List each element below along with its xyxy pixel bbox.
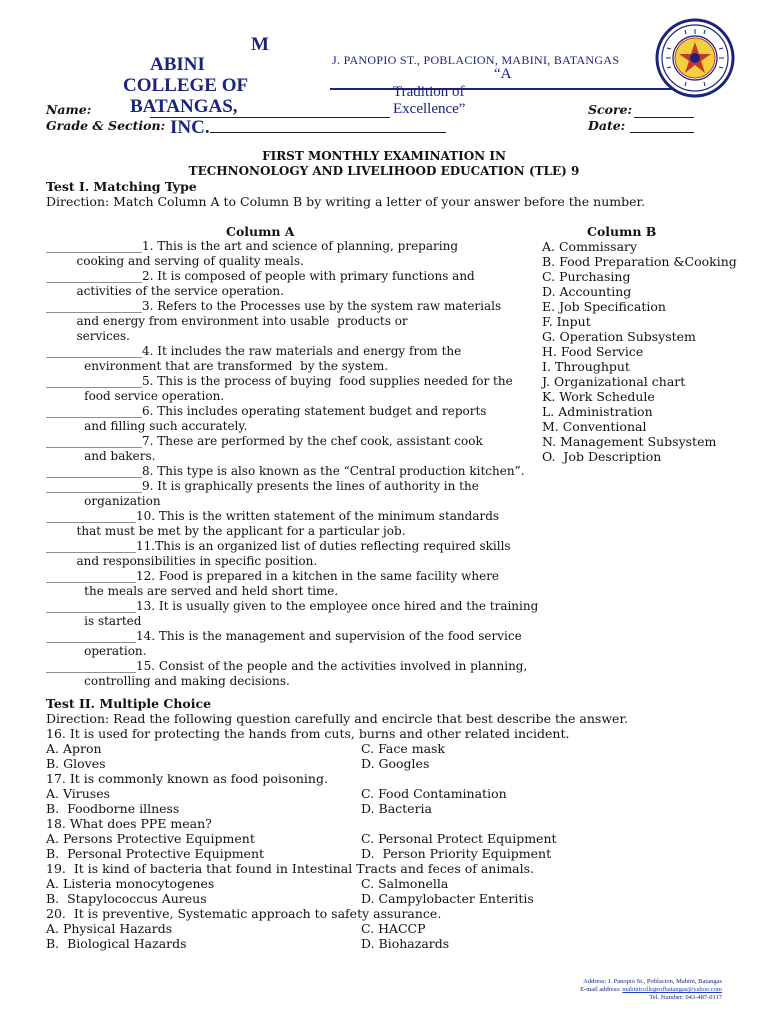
motto-open: “A	[494, 66, 512, 82]
column-b-option: L. Administration	[542, 404, 653, 419]
column-a-line: ________________8. This type is also known as the “Central production kitchen”.	[46, 464, 525, 478]
mc-choice-d[interactable]: D. Person Priority Equipment	[361, 846, 552, 861]
school-name-m: M	[251, 34, 269, 55]
grade-section-field[interactable]	[210, 132, 446, 133]
score-label: Score:	[588, 102, 633, 117]
column-a-line: is started	[46, 614, 142, 628]
column-b-option: O. Job Description	[542, 449, 662, 464]
mc-choice-d[interactable]: D. Campylobacter Enteritis	[361, 891, 534, 906]
school-name-line-4: INC.	[170, 117, 210, 138]
column-b-option: G. Operation Subsystem	[542, 329, 696, 344]
multiple-choice-list	[46, 726, 569, 951]
name-label: Name:	[46, 102, 92, 117]
column-a-line: ________________2. It is composed of people with primary functions and	[46, 269, 475, 283]
column-a-line: services.	[46, 329, 130, 343]
mc-question: 18. What does PPE mean?	[46, 816, 212, 831]
mc-choice-b[interactable]: B. Biological Hazards	[46, 936, 187, 951]
column-a-line: _______________12. Food is prepared in a kitchen in the same facility where	[46, 569, 500, 583]
date-label: Date:	[588, 118, 626, 133]
test2-heading: Test II. Multiple Choice	[46, 696, 212, 711]
mc-choice-row	[46, 786, 569, 801]
column-b-option: E. Job Specification	[542, 299, 666, 314]
header-address: J. PANOPIO ST., POBLACION, MABINI, BATANGAS	[332, 53, 620, 67]
mc-question: 20. It is preventive, Systematic approach to safety assurance.	[46, 906, 442, 921]
mc-choice-c[interactable]: C. Salmonella	[361, 876, 449, 891]
column-a-line: that must be met by the applicant for a particular job.	[46, 524, 406, 538]
test1-heading: Test I. Matching Type	[46, 179, 197, 194]
mc-choice-d[interactable]: D. Bacteria	[361, 801, 433, 816]
column-b-option: A. Commissary	[542, 239, 638, 254]
column-a-line: ________________4. It includes the raw materials and energy from the	[46, 344, 462, 358]
footer-email-link[interactable]: mabinicollegeofbatangas@yahoo.com	[622, 986, 722, 993]
mc-choice-row	[46, 741, 569, 756]
mc-choice-b[interactable]: B. Stapylococcus Aureus	[46, 891, 207, 906]
column-a-line: ________________3. Refers to the Processes use by the system raw materials	[46, 299, 502, 313]
mc-question: 17. It is commonly known as food poisoning.	[46, 771, 328, 786]
mc-choice-c[interactable]: C. Food Contamination	[361, 786, 507, 801]
footer-address: Address: J. Panopio St., Poblacion, Mabini, Batangas	[583, 978, 722, 985]
column-b-option: D. Accounting	[542, 284, 632, 299]
column-a-line: ________________5. This is the process of buying food supplies needed for the	[46, 374, 513, 388]
school-name-line-3: BATANGAS,	[130, 96, 238, 117]
column-a-line: and filling such accurately.	[46, 419, 248, 433]
column-a-line: environment that are transformed by the system.	[46, 359, 389, 373]
motto-line-2: Excellence”	[393, 101, 466, 117]
test1-direction: Direction: Match Column A to Column B by writing a letter of your answer before the number.	[46, 194, 646, 209]
column-a-line: ________________6. This includes operating statement budget and reports	[46, 404, 487, 418]
column-a-line: organization	[46, 494, 161, 508]
mc-choice-b[interactable]: B. Foodborne illness	[46, 801, 180, 816]
mc-choice-row	[46, 891, 569, 906]
school-name-line-2: COLLEGE OF	[123, 75, 249, 96]
exam-title-line-1: FIRST MONTHLY EXAMINATION IN	[262, 149, 506, 163]
column-a-line: ________________9. It is graphically presents the lines of authority in the	[46, 479, 479, 493]
date-field[interactable]	[630, 132, 694, 133]
column-b-option: B. Food Preparation &Cooking	[542, 254, 737, 269]
mc-choice-row	[46, 936, 569, 951]
column-a-line: and bakers.	[46, 449, 156, 463]
footer-email-row	[580, 986, 722, 994]
footer-email-label: E-mail address:	[580, 986, 623, 993]
test2-direction: Direction: Read the following question carefully and encircle that best describe the answer.	[46, 711, 629, 726]
school-name-line-1: ABINI	[150, 54, 205, 75]
school-seal-logo	[655, 18, 735, 98]
mc-choice-b[interactable]: B. Gloves	[46, 756, 106, 771]
mc-choice-a[interactable]: A. Apron	[46, 741, 102, 756]
mc-choice-d[interactable]: D. Googles	[361, 756, 430, 771]
column-b-option: K. Work Schedule	[542, 389, 655, 404]
column-b-option: I. Throughput	[542, 359, 630, 374]
column-a-line: _______________10. This is the written statement of the minimum standards	[46, 509, 500, 523]
column-a-line: cooking and serving of quality meals.	[46, 254, 304, 268]
column-b-option: J. Organizational chart	[542, 374, 686, 389]
mc-choice-b[interactable]: B. Personal Protective Equipment	[46, 846, 265, 861]
mc-choice-row	[46, 801, 569, 816]
mc-choice-d[interactable]: D. Biohazards	[361, 936, 450, 951]
mc-choice-c[interactable]: C. Face mask	[361, 741, 446, 756]
column-a-line: ________________7. These are performed by the chef cook, assistant cook	[46, 434, 483, 448]
mc-choice-row	[46, 756, 569, 771]
column-b-option: C. Purchasing	[542, 269, 631, 284]
mc-choice-a[interactable]: A. Listeria monocytogenes	[46, 876, 215, 891]
column-a-line: _______________13. It is usually given to the employee once hired and the training	[46, 599, 539, 613]
exam-title-line-2: TECHNONOLOGY AND LIVELIHOOD EDUCATION (TLE) 9	[188, 164, 580, 178]
mc-choice-c[interactable]: C. HACCP	[361, 921, 426, 936]
column-a-line: the meals are served and held short time.	[46, 584, 339, 598]
column-b-list	[542, 239, 737, 464]
column-a-line: and energy from environment into usable products or	[46, 314, 408, 328]
name-field[interactable]	[150, 117, 390, 118]
column-a-line: _______________15. Consist of the people and the activities involved in planning,	[46, 659, 528, 673]
column-a-line: activities of the service operation.	[46, 284, 284, 298]
motto-line-1: Tradition of	[393, 84, 465, 100]
mc-choice-a[interactable]: A. Viruses	[46, 786, 111, 801]
column-a-header: Column A	[226, 224, 295, 239]
mc-question: 16. It is used for protecting the hands from cuts, burns and other related incident.	[46, 726, 570, 741]
column-a-list	[46, 239, 538, 689]
column-a-line: ________________1. This is the art and science of planning, preparing	[46, 239, 459, 253]
column-b-option: H. Food Service	[542, 344, 644, 359]
mc-choice-a[interactable]: A. Physical Hazards	[46, 921, 173, 936]
column-b-option: N. Management Subsystem	[542, 434, 717, 449]
mc-choice-row	[46, 831, 569, 846]
mc-question: 19. It is kind of bacteria that found in Intestinal Tracts and feces of animals.	[46, 861, 535, 876]
mc-choice-row	[46, 876, 569, 891]
column-a-line: _______________14. This is the management and supervision of the food service	[46, 629, 522, 643]
column-a-line: controlling and making decisions.	[46, 674, 290, 688]
column-b-header: Column B	[587, 224, 657, 239]
column-a-line: _______________11.This is an organized list of duties reflecting required skills	[46, 539, 511, 553]
column-a-line: and responsibilities in specific position.	[46, 554, 318, 568]
column-a-line: food service operation.	[46, 389, 225, 403]
mc-choice-a[interactable]: A. Persons Protective Equipment	[46, 831, 255, 846]
mc-choice-row	[46, 846, 569, 861]
grade-section-label: Grade & Section:	[46, 118, 166, 133]
column-a-line: operation.	[46, 644, 147, 658]
column-b-option: M. Conventional	[542, 419, 647, 434]
column-b-option: F. Input	[542, 314, 591, 329]
mc-choice-row	[46, 921, 569, 936]
score-field[interactable]	[634, 117, 694, 118]
footer-tel: Tel. Number: 043-487-0117	[649, 994, 722, 1001]
mc-choice-c[interactable]: C. Personal Protect Equipment	[361, 831, 557, 846]
